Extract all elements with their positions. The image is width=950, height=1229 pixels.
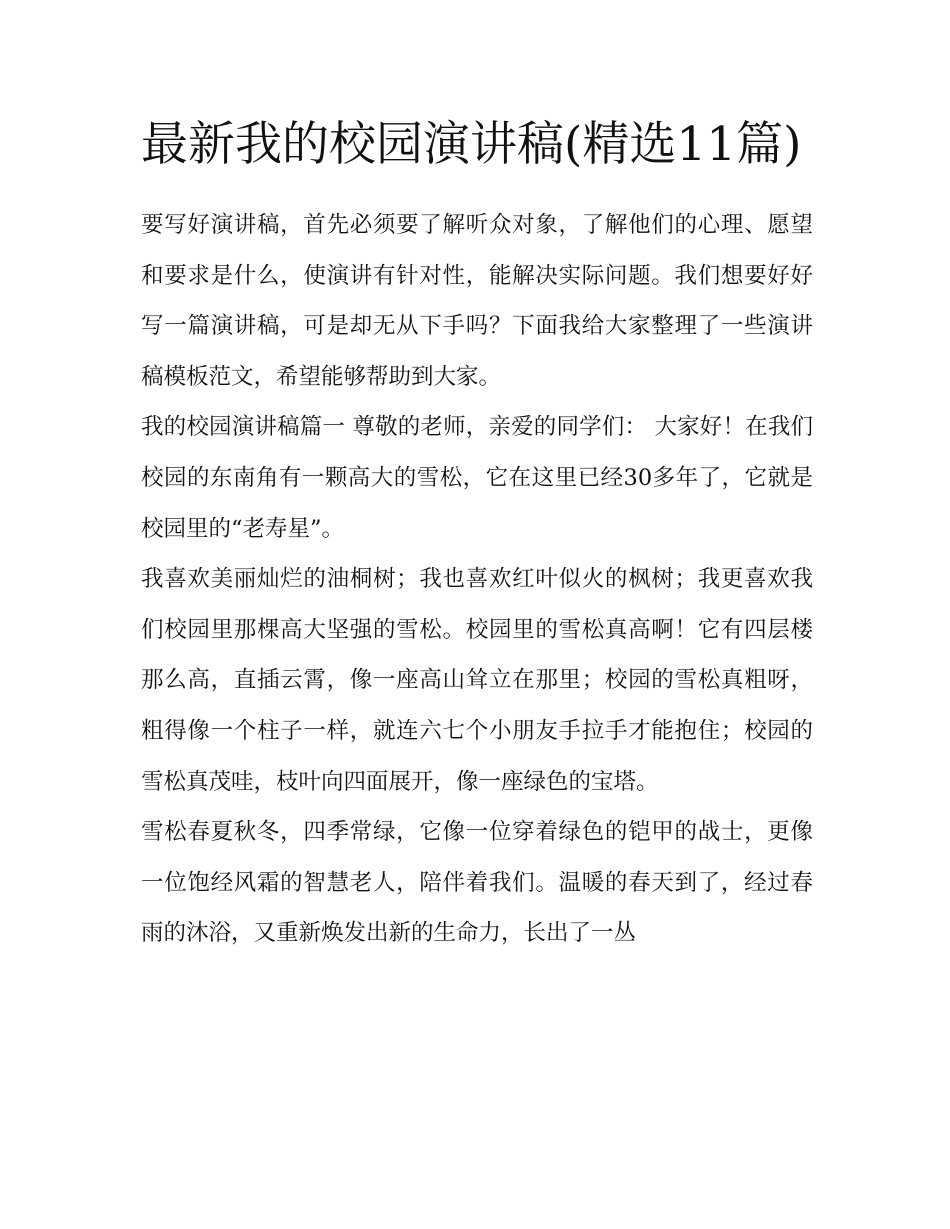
seasons-paragraph: 雪松春夏秋冬，四季常绿，它像一位穿着绿色的铠甲的战士，更像一位饱经风霜的智慧老人，陪伴着我们。温暖的春天到了，经过春雨的沐浴，又重新焕发出新的生命力，长出了一丛 — [141, 819, 813, 947]
intro-paragraph: 要写好演讲稿，首先必须要了解听众对象，了解他们的心理、愿望和要求是什么，使演讲有针对性，能解决实际问题。我们想要好好写一篇演讲稿，可是却无从下手吗？下面我给大家整理了一些演讲稿模板范文，希望能够帮助到大家。 — [141, 212, 813, 390]
speech-opening-paragraph: 我的校园演讲稿篇一 尊敬的老师，亲爱的同学们： 大家好！在我们校园的东南角有一颗高大的雪松，它在这里已经30多年了，它就是校园里的“老寿星”。 — [141, 414, 813, 542]
document-title: 最新我的校园演讲稿(精选11篇) — [141, 117, 802, 172]
tree-description-paragraph: 我喜欢美丽灿烂的油桐树；我也喜欢红叶似火的枫树；我更喜欢我们校园里那棵高大坚强的雪松。校园里的雪松真高啊！它有四层楼那么高，直插云霄，像一座高山耸立在那里；校园的雪松真粗呀，粗得像一个柱子一样，就连六七个小朋友手拉手才能抱住；校园的雪松真茂哇，枝叶向四面展开，像一座绿色的宝塔。 — [141, 566, 813, 795]
document-body — [141, 112, 813, 959]
